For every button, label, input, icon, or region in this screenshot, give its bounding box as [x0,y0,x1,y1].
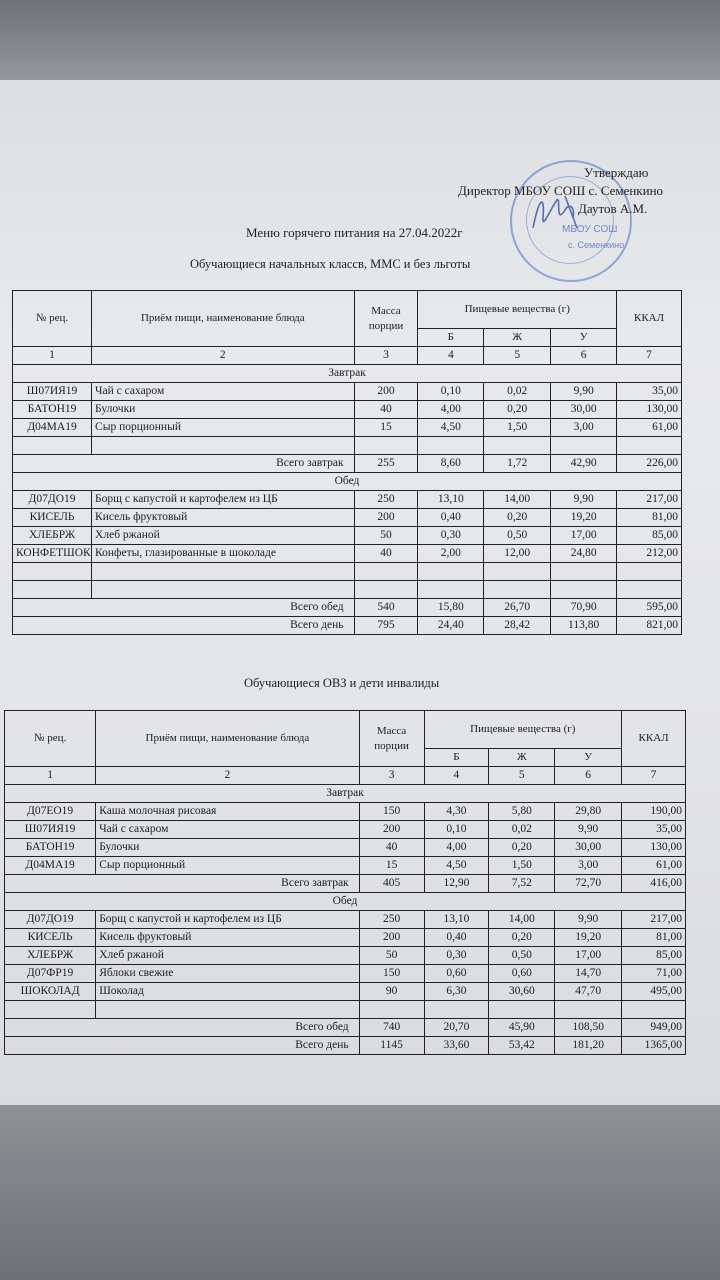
column-number: 5 [489,767,555,785]
fat-value [484,563,551,581]
approval-line-3: Даутов А.М. [578,201,648,216]
protein-value [418,581,484,599]
total-mass: 540 [354,599,418,617]
total-mass: 1145 [359,1037,424,1055]
portion-mass [354,437,418,455]
total-protein: 33,60 [424,1037,489,1055]
recipe-code: ХЛЕБРЖ [13,527,92,545]
table-row [13,563,682,581]
dish-name [96,1001,359,1019]
table-row [5,965,686,983]
recipe-code: БАТОН19 [13,401,92,419]
carbs-value [551,581,617,599]
total-protein: 12,90 [424,875,489,893]
table-row [5,1001,686,1019]
total-mass: 405 [359,875,424,893]
dish-name: Яблоки свежие [96,965,359,983]
portion-mass [359,1001,424,1019]
col-header-meal: Приём пищи, наименование блюда [92,291,355,347]
table1-heading: Обучающиеся начальных классв, ММС и без льготы [190,257,471,271]
total-fat: 28,42 [484,617,551,635]
dish-name [92,581,355,599]
column-number: 6 [555,767,622,785]
portion-mass: 250 [359,911,424,929]
recipe-code: Д04МА19 [13,419,92,437]
col-header-mass: Масса порции [359,711,424,767]
portion-mass: 250 [354,491,418,509]
fat-value: 0,20 [489,839,555,857]
recipe-code [13,581,92,599]
total-carbs: 42,90 [551,455,617,473]
kcal-value: 217,00 [617,491,682,509]
dish-name: Борщ с капустой и картофелем из ЦБ [96,911,359,929]
protein-value [418,437,484,455]
table-row [13,437,682,455]
total-row [5,875,686,893]
menu-title: Меню горячего питания на 27.04.2022г [246,225,463,240]
section-row [5,893,686,911]
kcal-value: 81,00 [617,509,682,527]
portion-mass: 200 [354,509,418,527]
dish-name [92,437,355,455]
portion-mass: 40 [354,545,418,563]
col-header-fat: Ж [484,329,551,347]
carbs-value: 9,90 [551,383,617,401]
protein-value: 4,50 [424,857,489,875]
header-row [13,291,682,329]
dish-name: Хлеб ржаной [96,947,359,965]
total-kcal: 416,00 [622,875,686,893]
total-fat: 53,42 [489,1037,555,1055]
table-row [13,383,682,401]
recipe-code: Д07ДО19 [5,911,96,929]
portion-mass: 50 [359,947,424,965]
fat-value [484,581,551,599]
column-number: 4 [418,347,484,365]
column-number: 7 [617,347,682,365]
carbs-value: 3,00 [555,857,622,875]
section-label: Завтрак [5,785,686,803]
dish-name: Борщ с капустой и картофелем из ЦБ [92,491,355,509]
fat-value: 0,50 [489,947,555,965]
table-row [13,491,682,509]
dish-name: Булочки [96,839,359,857]
menu-table-primary [12,290,682,635]
fat-value: 0,02 [484,383,551,401]
fat-value: 0,50 [484,527,551,545]
col-header-protein: Б [418,329,484,347]
table-row [5,911,686,929]
total-row [13,617,682,635]
carbs-value: 24,80 [551,545,617,563]
recipe-code [13,563,92,581]
column-number-row [5,767,686,785]
total-kcal: 1365,00 [622,1037,686,1055]
portion-mass: 200 [359,929,424,947]
fat-value [484,437,551,455]
col-header-meal: Приём пищи, наименование блюда [96,711,359,767]
col-header-kcal: ККАЛ [622,711,686,767]
fat-value: 0,60 [489,965,555,983]
seal-text-1: МБОУ СОШ [562,224,618,235]
col-header-nutrients: Пищевые вещества (г) [424,711,622,749]
total-protein: 20,70 [424,1019,489,1037]
fat-value: 0,02 [489,821,555,839]
portion-mass: 15 [354,419,418,437]
table-row [13,545,682,563]
kcal-value: 85,00 [617,527,682,545]
recipe-code: Д04МА19 [5,857,96,875]
dish-name: Чай с сахаром [92,383,355,401]
approval-line-2: Директор МБОУ СОШ с. Семенкино [458,183,664,198]
total-label: Всего завтрак [13,455,355,473]
recipe-code: Ш07ИЯ19 [5,821,96,839]
protein-value: 13,10 [424,911,489,929]
section-row [13,473,682,491]
column-number: 2 [92,347,355,365]
total-carbs: 72,70 [555,875,622,893]
section-label: Завтрак [13,365,682,383]
total-row [5,1037,686,1055]
carbs-value: 17,00 [555,947,622,965]
kcal-value [617,581,682,599]
table-row [5,803,686,821]
recipe-code: Д07ФР19 [5,965,96,983]
protein-value [424,1001,489,1019]
fat-value: 12,00 [484,545,551,563]
portion-mass: 40 [359,839,424,857]
portion-mass [354,563,418,581]
dish-name: Булочки [92,401,355,419]
portion-mass: 200 [359,821,424,839]
total-kcal: 821,00 [617,617,682,635]
col-header-nutrients: Пищевые вещества (г) [418,291,617,329]
protein-value: 0,40 [418,509,484,527]
protein-value: 0,30 [424,947,489,965]
kcal-value: 61,00 [622,857,686,875]
dish-name: Шоколад [96,983,359,1001]
section-label: Обед [13,473,682,491]
kcal-value: 81,00 [622,929,686,947]
kcal-value [617,563,682,581]
total-row [5,1019,686,1037]
kcal-value: 35,00 [617,383,682,401]
protein-value: 0,40 [424,929,489,947]
fat-value: 0,20 [489,929,555,947]
kcal-value: 85,00 [622,947,686,965]
portion-mass: 150 [359,803,424,821]
recipe-code: БАТОН19 [5,839,96,857]
section-row [5,785,686,803]
dish-name: Конфеты, глазированные в шоколаде [92,545,355,563]
protein-value: 0,60 [424,965,489,983]
total-mass: 740 [359,1019,424,1037]
column-number: 7 [622,767,686,785]
total-label: Всего завтрак [5,875,360,893]
dish-name: Сыр порционный [96,857,359,875]
section-row [13,365,682,383]
recipe-code: Д07ДО19 [13,491,92,509]
column-number: 6 [551,347,617,365]
kcal-value: 61,00 [617,419,682,437]
total-carbs: 70,90 [551,599,617,617]
total-carbs: 113,80 [551,617,617,635]
fat-value: 1,50 [489,857,555,875]
seal-text-2: с. Семенкино [568,240,625,250]
portion-mass: 200 [354,383,418,401]
column-number: 1 [13,347,92,365]
column-number: 5 [484,347,551,365]
fat-value: 30,60 [489,983,555,1001]
fat-value: 14,00 [489,911,555,929]
protein-value: 4,00 [418,401,484,419]
carbs-value [551,437,617,455]
carbs-value: 14,70 [555,965,622,983]
recipe-code [5,1001,96,1019]
total-kcal: 595,00 [617,599,682,617]
total-fat: 26,70 [484,599,551,617]
kcal-value [617,437,682,455]
col-header-rec-no: № рец. [5,711,96,767]
fat-value: 0,20 [484,401,551,419]
carbs-value [555,1001,622,1019]
total-kcal: 949,00 [622,1019,686,1037]
total-protein: 24,40 [418,617,484,635]
total-row [13,455,682,473]
dish-name: Кисель фруктовый [92,509,355,527]
column-number-row [13,347,682,365]
total-label: Всего обед [5,1019,360,1037]
protein-value [418,563,484,581]
kcal-value [622,1001,686,1019]
dish-name: Кисель фруктовый [96,929,359,947]
recipe-code: ХЛЕБРЖ [5,947,96,965]
protein-value: 4,30 [424,803,489,821]
recipe-code: ШОКОЛАД [5,983,96,1001]
total-fat: 7,52 [489,875,555,893]
dish-name: Чай с сахаром [96,821,359,839]
col-header-kcal: ККАЛ [617,291,682,347]
table-row [13,419,682,437]
portion-mass [354,581,418,599]
carbs-value: 30,00 [551,401,617,419]
col-header-mass: Масса порции [354,291,418,347]
column-number: 4 [424,767,489,785]
kcal-value: 495,00 [622,983,686,1001]
carbs-value: 17,00 [551,527,617,545]
fat-value: 1,50 [484,419,551,437]
recipe-code: Д07ЕО19 [5,803,96,821]
table-row [5,857,686,875]
kcal-value: 71,00 [622,965,686,983]
header-row [5,711,686,749]
total-fat: 1,72 [484,455,551,473]
total-label: Всего день [13,617,355,635]
kcal-value: 217,00 [622,911,686,929]
approval-line-1: Утверждаю [584,165,649,180]
total-label: Всего день [5,1037,360,1055]
portion-mass: 90 [359,983,424,1001]
table-row [13,581,682,599]
protein-value: 0,10 [418,383,484,401]
fat-value: 5,80 [489,803,555,821]
table-row [5,983,686,1001]
col-header-carbs: У [551,329,617,347]
carbs-value: 30,00 [555,839,622,857]
carbs-value: 47,70 [555,983,622,1001]
protein-value: 13,10 [418,491,484,509]
table2-heading: Обучающиеся ОВЗ и дети инвалиды [244,676,440,690]
total-mass: 255 [354,455,418,473]
table-row [5,839,686,857]
dish-name: Хлеб ржаной [92,527,355,545]
col-header-protein: Б [424,749,489,767]
table-row [5,947,686,965]
portion-mass: 15 [359,857,424,875]
protein-value: 2,00 [418,545,484,563]
column-number: 1 [5,767,96,785]
kcal-value: 212,00 [617,545,682,563]
portion-mass: 40 [354,401,418,419]
protein-value: 0,10 [424,821,489,839]
table-row [13,509,682,527]
dish-name: Каша молочная рисовая [96,803,359,821]
total-row [13,599,682,617]
total-protein: 8,60 [418,455,484,473]
kcal-value: 35,00 [622,821,686,839]
carbs-value: 9,90 [555,911,622,929]
background-bottom [0,1105,720,1280]
carbs-value: 9,90 [551,491,617,509]
portion-mass: 50 [354,527,418,545]
kcal-value: 190,00 [622,803,686,821]
carbs-value: 29,80 [555,803,622,821]
recipe-code: КИСЕЛЬ [5,929,96,947]
col-header-rec-no: № рец. [13,291,92,347]
table-row [5,929,686,947]
protein-value: 0,30 [418,527,484,545]
total-protein: 15,80 [418,599,484,617]
total-carbs: 181,20 [555,1037,622,1055]
carbs-value: 3,00 [551,419,617,437]
dish-name: Сыр порционный [92,419,355,437]
protein-value: 6,30 [424,983,489,1001]
kcal-value: 130,00 [622,839,686,857]
menu-table-special [4,710,686,1055]
carbs-value: 19,20 [551,509,617,527]
protein-value: 4,50 [418,419,484,437]
fat-value [489,1001,555,1019]
protein-value: 4,00 [424,839,489,857]
total-kcal: 226,00 [617,455,682,473]
column-number: 3 [359,767,424,785]
recipe-code: Ш07ИЯ19 [13,383,92,401]
carbs-value: 19,20 [555,929,622,947]
total-label: Всего обед [13,599,355,617]
carbs-value: 9,90 [555,821,622,839]
total-mass: 795 [354,617,418,635]
section-label: Обед [5,893,686,911]
recipe-code: КОНФЕТШОК [13,545,92,563]
col-header-fat: Ж [489,749,555,767]
table-row [5,821,686,839]
dish-name [92,563,355,581]
column-number: 2 [96,767,359,785]
total-fat: 45,90 [489,1019,555,1037]
column-number: 3 [354,347,418,365]
total-carbs: 108,50 [555,1019,622,1037]
table-row [13,527,682,545]
table-row [13,401,682,419]
fat-value: 14,00 [484,491,551,509]
col-header-carbs: У [555,749,622,767]
recipe-code [13,437,92,455]
kcal-value: 130,00 [617,401,682,419]
recipe-code: КИСЕЛЬ [13,509,92,527]
portion-mass: 150 [359,965,424,983]
fat-value: 0,20 [484,509,551,527]
carbs-value [551,563,617,581]
